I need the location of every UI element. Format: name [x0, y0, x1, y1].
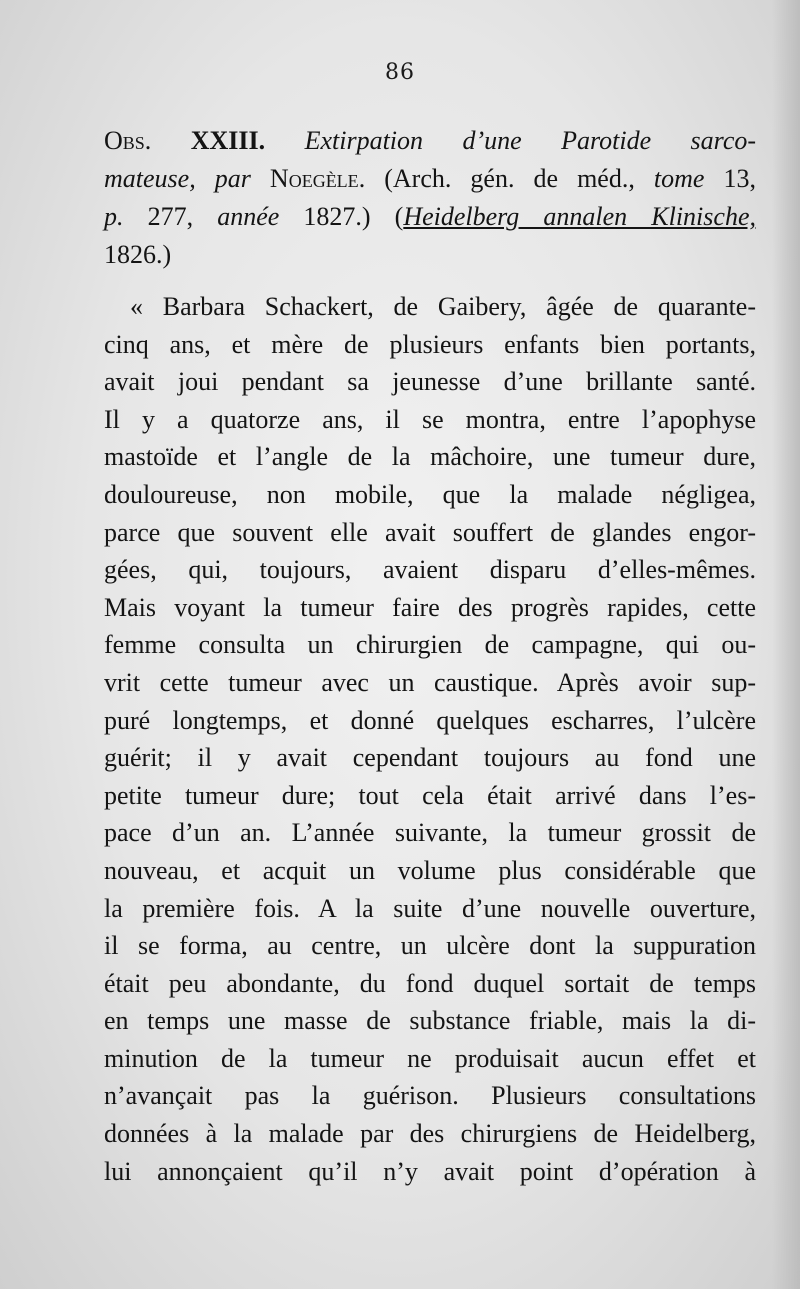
body-line: lui annonçaient qu’il n’y avait point d’opération à	[104, 1156, 756, 1186]
page-abbrev: p.	[104, 202, 124, 231]
body-line: en temps une masse de substance friable, mais la di-	[104, 1006, 756, 1036]
body-line: la première fois. A la suite d’une nouvelle ouverture,	[104, 893, 756, 923]
body-line: vrit cette tumeur avec un caustique. Après avoir sup-	[104, 667, 756, 697]
body-line: cinq ans, et mère de plusieurs enfants bien portants,	[104, 329, 756, 359]
page-number: 86	[385, 60, 415, 85]
annee-label: année	[217, 202, 280, 231]
body-line: petite tumeur dure; tout cela était arrivé dans l’es-	[104, 780, 756, 810]
page-ref: 277,	[123, 202, 218, 231]
body-line: n’avançait pas la guérison. Plusieurs consultations	[104, 1081, 756, 1111]
body-line: guérit; il y avait cependant toujours au fond une	[104, 743, 756, 773]
body-line: mastoïde et l’angle de la mâchoire, une tumeur dure,	[104, 442, 756, 472]
body-line: « Barbara Schackert, de Gaibery, âgée de quarante-	[130, 292, 756, 321]
body-line: Mais voyant la tumeur faire des progrès rapides, cette	[104, 592, 756, 622]
source-year: 1826.)	[104, 240, 172, 269]
body-line: parce que souvent elle avait souffert de glandes engor-	[104, 517, 756, 547]
body-line: gées, qui, toujours, avaient disparu d’elles-mêmes.	[104, 555, 756, 585]
text-block	[104, 122, 756, 1190]
body-line: douloureuse, non mobile, que la malade négligea,	[104, 479, 756, 509]
body-line: Il y a quatorze ans, il se montra, entre l’apophyse	[104, 404, 756, 434]
paragraph-gap	[104, 274, 756, 288]
body-line: femme consulta un chirurgien de campagne, qui ou-	[104, 630, 756, 660]
body-line: était peu abondante, du fond duquel sortait de temps	[104, 968, 756, 998]
observation-title-cont: mateuse, par	[104, 164, 251, 193]
heading-line-4	[104, 236, 756, 274]
body-line: nouveau, et acquit un volume plus considérable que	[104, 855, 756, 885]
year-ref: 1827.) (	[279, 202, 404, 231]
tome-label: tome	[653, 164, 705, 193]
source-title: Heidelberg annalen Klinische,	[403, 202, 756, 231]
reference-text: . (Arch. gén. de méd.,	[358, 164, 654, 193]
tome-number: 13,	[704, 164, 756, 193]
body-line: données à la malade par des chirurgiens de Heidelberg,	[104, 1119, 756, 1149]
author-name: Noegèle	[269, 164, 359, 193]
body-line: pace d’un an. L’année suivante, la tumeur grossit de	[104, 818, 756, 848]
body-paragraph	[104, 288, 756, 1190]
observation-title: Extirpation d’une Parotide sarco-	[304, 126, 757, 155]
body-line: minution de la tumeur ne produisait aucun effet et	[104, 1043, 756, 1073]
heading-line-3	[104, 198, 756, 236]
observation-number: XXIII.	[190, 126, 266, 155]
heading-line-2	[104, 160, 756, 198]
heading-line-1	[104, 122, 756, 160]
body-line: puré longtemps, et donné quelques escharres, l’ulcère	[104, 705, 756, 735]
obs-label: Obs.	[104, 126, 152, 155]
body-line: avait joui pendant sa jeunesse d’une brillante santé.	[104, 367, 756, 397]
body-line: il se forma, au centre, un ulcère dont la suppuration	[104, 931, 756, 961]
